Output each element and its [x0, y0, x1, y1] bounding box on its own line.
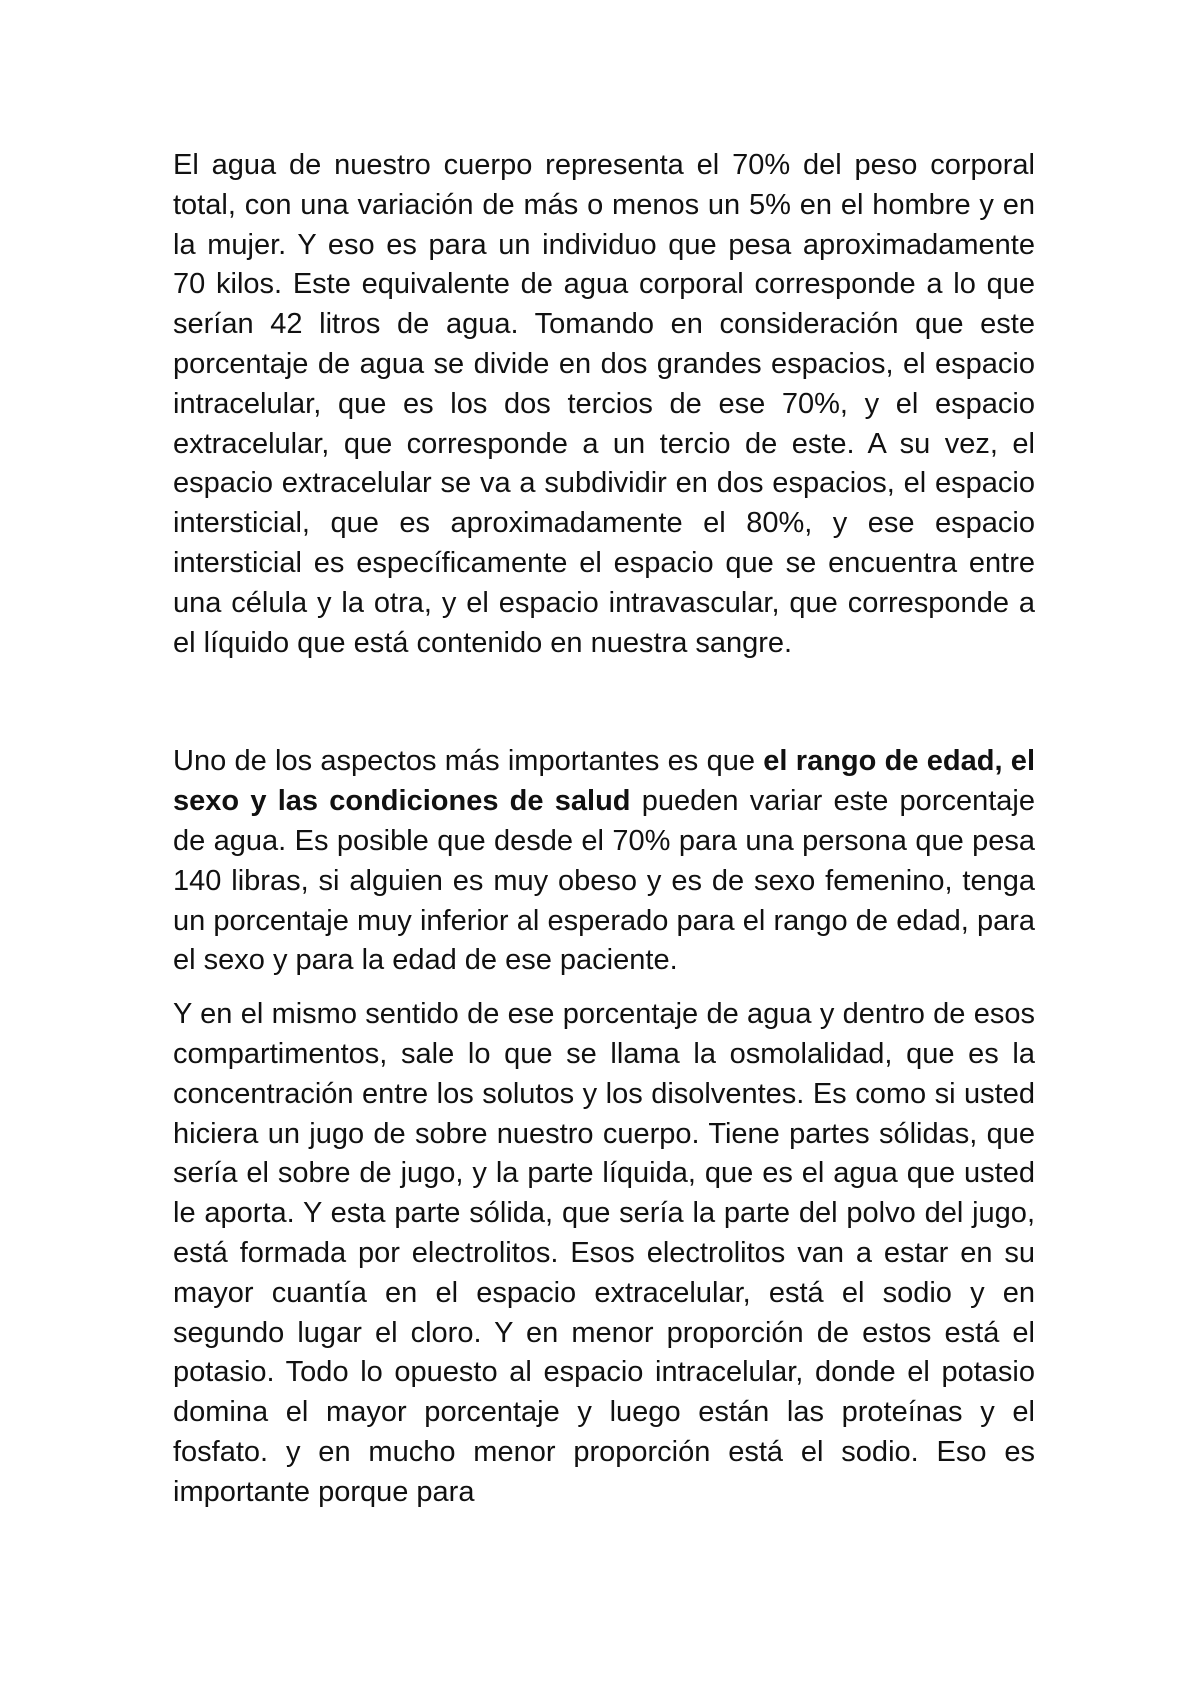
- paragraph-text: Uno de los aspectos más importantes es que: [173, 745, 764, 778]
- document-page: [173, 146, 1035, 1513]
- paragraph-text: pueden variar este porcentaje de agua. Es posible que desde el 70% para una persona que pesa 140 libras, si alguien es muy obeso y es de sexo femenino, tenga un porcentaje muy inferior al esperado para el rango de edad, para el sexo y para la edad de ese paciente.: [173, 785, 1035, 977]
- paragraph-osmolality: Y en el mismo sentido de ese porcentaje de agua y dentro de esos compartimentos, sale lo que se llama la osmolalidad, que es la concentración entre los solutos y los disolventes. Es como si usted hiciera un jugo de sobre nuestro cuerpo. Tiene partes sólidas, que sería el sobre de jugo, y la parte líquida, que es el agua que usted le aporta. Y esta parte sólida, que sería la parte del polvo del jugo, está formada por electrolitos. Esos electrolitos van a estar en su mayor cuantía en el espacio extracelular, está el sodio y en segundo lugar el cloro. Y en menor proporción de estos está el potasio. Todo lo opuesto al espacio intracelular, donde el potasio domina el mayor porcentaje y luego están las proteínas y el fosfato. y en mucho menor proporción está el sodio. Eso es importante porque para: [173, 998, 1035, 1508]
- paragraph-age-sex-factors: [173, 742, 1035, 981]
- bold-emphasis: el rango de edad, el sexo y las condiciones de salud: [173, 745, 1035, 818]
- paragraph-body-water: El agua de nuestro cuerpo representa el 70% del peso corporal total, con una variación de más o menos un 5% en el hombre y en la mujer. Y eso es para un individuo que pesa aproximadamente 70 kilos. Este equivalente de agua corporal corresponde a lo que serían 42 litros de agua. Tomando en consideración que este porcentaje de agua se divide en dos grandes espacios, el espacio intracelular, que es los dos tercios de ese 70%, y el espacio extracelular, que corresponde a un tercio de este. A su vez, el espacio extracelular se va a subdividir en dos espacios, el espacio intersticial, que es aproximadamente el 80%, y ese espacio intersticial es específicamente el espacio que se encuentra entre una célula y la otra, y el espacio intravascular, que corresponde a el líquido que está contenido en nuestra sangre.: [173, 149, 1035, 659]
